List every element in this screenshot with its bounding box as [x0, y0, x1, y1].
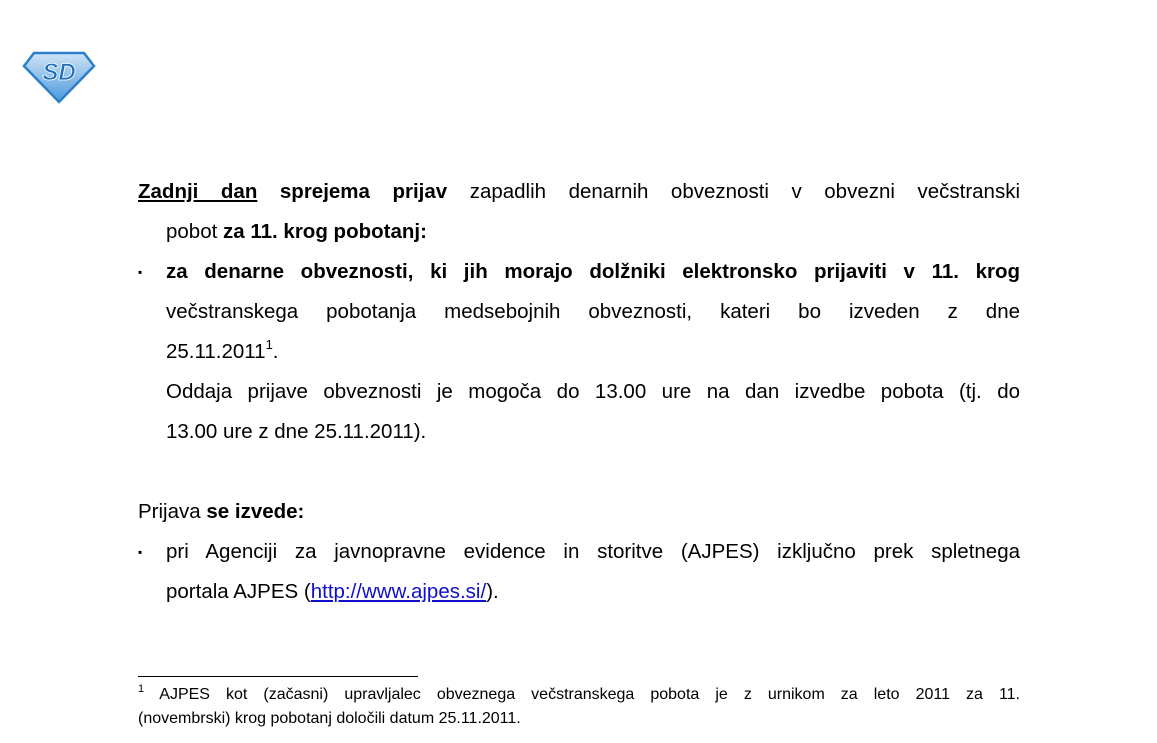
- logo-text: SD: [42, 59, 76, 86]
- footnote-divider: [138, 676, 418, 677]
- footnote-mark: 1: [138, 683, 145, 695]
- footnote-line-1: $^1$ AJPES kot (začasni) upravljalec obveznega večstranskega pobota je z urnikom za leto 2011 za 11.: [138, 683, 1020, 703]
- bullet-1-line-3: 25.11.2011$^1$.: [166, 337, 279, 363]
- ajpes-link[interactable]: http://www.ajpes.si/: [310, 580, 487, 603]
- bullet-2-line-2: portala AJPES (http://www.ajpes.si/).: [166, 580, 499, 603]
- intro-line-1: Zadnji dan sprejema prijav zapadlih denarnih obveznosti v obvezni večstranski: [138, 180, 1020, 203]
- bullet-2-line-1: pri Agenciji za javnopravne evidence in storitve (AJPES) izključno prek spletnega: [166, 540, 1020, 563]
- sd-logo-icon: [22, 50, 96, 104]
- bullet-marker: ▪: [138, 265, 143, 279]
- bullet-1-line-1: za denarne obveznosti, ki jih morajo dolžniki elektronsko prijaviti v 11. krog: [166, 260, 1020, 283]
- bullet-marker: ▪: [138, 545, 143, 559]
- bullet-1-line-4: Oddaja prijave obveznosti je mogoča do 13.00 ure na dan izvedbe pobota (tj. do: [166, 380, 1020, 403]
- footnote-line-2: (novembrski) krog pobotanj določili datum 25.11.2011.: [138, 710, 521, 727]
- section-2-heading: Prijava se izvede:: [138, 500, 305, 523]
- bullet-1-line-5: 13.00 ure z dne 25.11.2011).: [166, 420, 427, 443]
- intro-line-2: pobot za 11. krog pobotanj:: [166, 220, 427, 243]
- footnote-ref: 1: [265, 337, 273, 352]
- bullet-1-line-2: večstranskega pobotanja medsebojnih obveznosti, kateri bo izveden z dne: [166, 300, 1020, 323]
